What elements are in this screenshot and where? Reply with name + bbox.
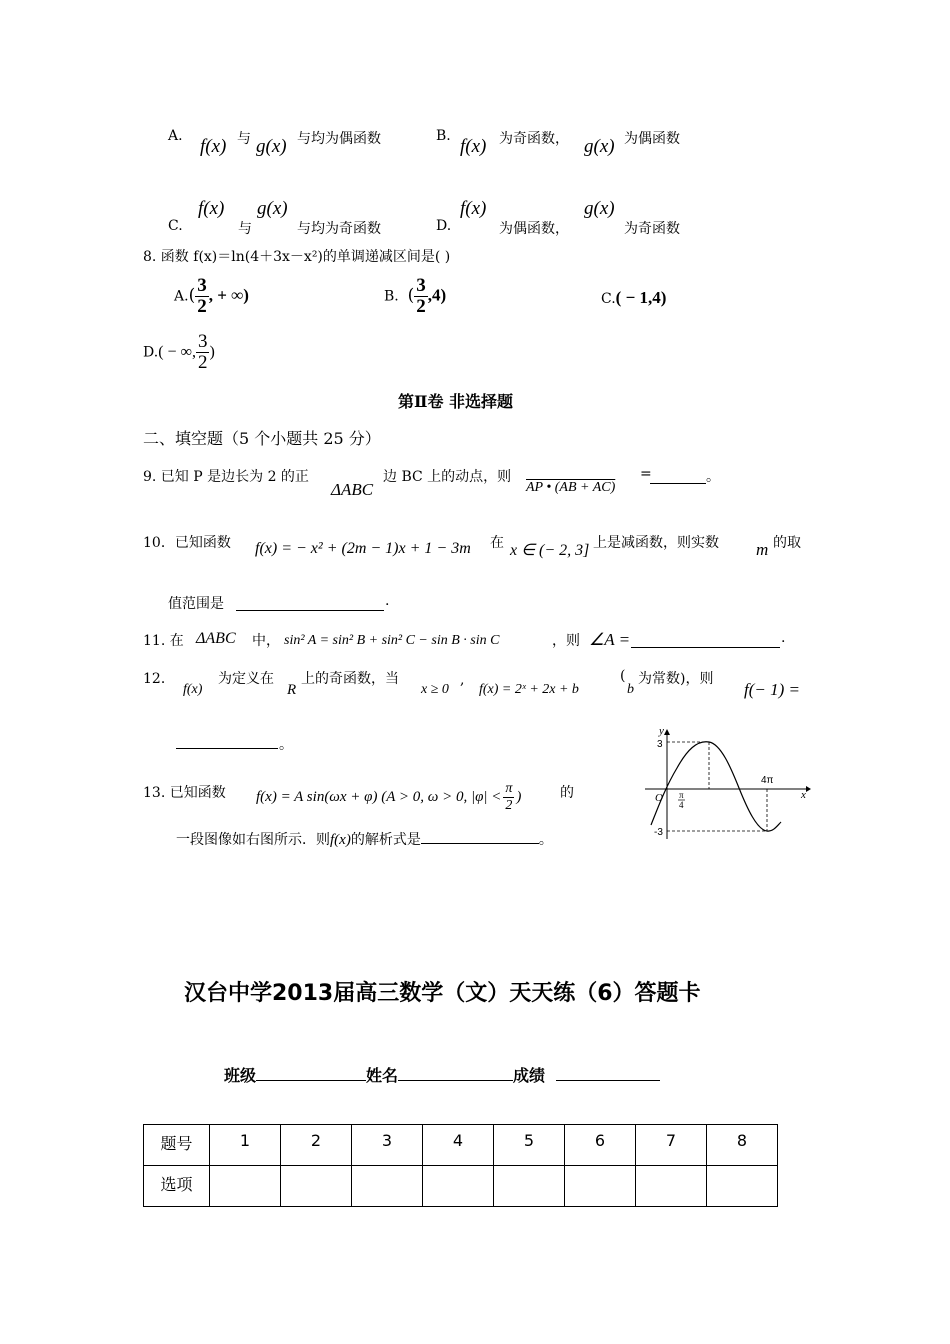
option-tail: ) — [209, 343, 215, 361]
column-number: 4 — [423, 1125, 494, 1166]
q7-b-text2: 为偶函数 — [624, 131, 680, 147]
column-number: 8 — [707, 1125, 778, 1166]
column-number: 1 — [210, 1125, 281, 1166]
q7-a-g: g(x) — [256, 136, 287, 157]
q10-text4: 的取 — [773, 535, 801, 551]
q7-d-f: f(x) — [460, 198, 487, 219]
option-label: A. — [168, 128, 183, 144]
q10-expression: f(x) = − x² + (2m − 1)x + 1 − 3m — [255, 540, 471, 557]
table-row — [144, 1166, 778, 1207]
section-subheading: 二、填空题（5 个小题共 25 分） — [143, 429, 381, 448]
x-tick-label: 4π — [761, 775, 774, 786]
q7-d-text2: 为奇函数 — [624, 221, 680, 237]
answer-cell[interactable] — [565, 1166, 636, 1207]
q9-text1: 9. 已知 P 是边长为 2 的正 — [143, 469, 309, 485]
info-line — [224, 1062, 660, 1086]
q11-angle: ∠A = — [589, 630, 631, 649]
answer-cell[interactable] — [210, 1166, 281, 1207]
option-label: C. — [601, 291, 616, 307]
q8-stem: 8. 函数 f(x)＝ln(4＋3x－x²)的单调递减区间是( ) — [143, 249, 451, 265]
q13-answer-blank[interactable] — [421, 828, 539, 844]
q8-option-d — [143, 332, 215, 373]
expression: f(x) = A sin(ωx + φ) (A > 0, ω > 0, |φ| < — [256, 788, 502, 805]
name-field[interactable] — [398, 1062, 513, 1081]
q9-triangle: ΔABC — [331, 480, 374, 499]
q7-b-g: g(x) — [584, 136, 615, 157]
q12-text3: 为常数)，则 — [638, 671, 714, 687]
q8-option-c — [601, 288, 666, 308]
q9-end: 。 — [706, 469, 720, 485]
q13-text2: 的 — [560, 785, 574, 801]
row-header: 选项 — [144, 1166, 210, 1207]
q7-b-f: f(x) — [460, 136, 487, 157]
close-paren: ) — [516, 788, 522, 805]
q12-f: f(x) — [183, 682, 203, 697]
option-tail: , + ∞) — [208, 285, 249, 305]
q7-a-text: 与均为偶函数 — [297, 131, 381, 147]
q11-text1: 11. 在 — [143, 633, 184, 649]
score-field[interactable] — [556, 1062, 660, 1081]
q12-R: R — [287, 682, 297, 698]
q12-b: b — [627, 682, 634, 697]
q12-ask: f(− 1) = — [744, 680, 800, 699]
q7-a-f: f(x) — [200, 136, 227, 157]
q11-expression: sin² A = sin² B + sin² C − sin B · sin C — [284, 633, 500, 648]
answer-cell[interactable] — [281, 1166, 352, 1207]
q7-a-and: 与 — [237, 131, 251, 147]
denominator: 2 — [197, 352, 208, 373]
q10-var: m — [756, 540, 769, 559]
q9-answer-blank[interactable] — [650, 466, 706, 484]
score-label: 成绩 — [513, 1066, 546, 1085]
denominator: 2 — [505, 798, 513, 813]
answer-cell[interactable] — [352, 1166, 423, 1207]
fraction — [503, 781, 514, 814]
option-value: ( − ∞, — [158, 343, 196, 361]
line-text: 一段图像如右图所示．则 — [176, 832, 330, 848]
q7-d-text1: 为偶函数， — [499, 221, 569, 237]
option-value: ( − 1,4) — [615, 288, 667, 307]
q13-line2 — [176, 828, 553, 849]
class-label: 班级 — [224, 1066, 257, 1085]
q7-option-c-label: C. — [168, 218, 183, 234]
line-text: 的解析式是 — [350, 832, 421, 848]
q9-equals: = — [640, 466, 652, 482]
column-number: 7 — [636, 1125, 707, 1166]
option-tail: ,4) — [427, 285, 447, 305]
q10-text1: 10．已知函数 — [143, 535, 231, 551]
origin-label: O — [655, 792, 663, 804]
q10-text3: 上是减函数，则实数 — [593, 535, 719, 551]
pi4-den: 4 — [679, 800, 684, 810]
paren: ( — [407, 285, 415, 306]
class-field[interactable] — [256, 1062, 366, 1081]
answer-cell[interactable] — [494, 1166, 565, 1207]
row-header: 题号 — [144, 1125, 210, 1166]
column-number: 2 — [281, 1125, 352, 1166]
denominator: 2 — [197, 296, 207, 317]
answer-table — [143, 1124, 778, 1207]
q8-option-a — [174, 276, 249, 317]
fx: f(x) — [330, 832, 351, 848]
fraction — [414, 276, 428, 317]
y-bottom-label: -3 — [654, 827, 663, 838]
fraction — [195, 276, 209, 317]
fraction — [196, 332, 210, 373]
option-label: D. — [143, 344, 159, 361]
numerator: 3 — [197, 275, 207, 296]
numerator: 3 — [197, 331, 208, 352]
q12-text2: 上的奇函数，当 — [301, 671, 399, 687]
column-number: 3 — [352, 1125, 423, 1166]
sine-graph — [643, 728, 813, 840]
x-label: x — [801, 789, 806, 801]
q11-text2: 中， — [252, 633, 280, 649]
q10-domain: x ∈ (− 2, 3] — [510, 542, 590, 559]
q7-option-d-label: D. — [436, 218, 452, 234]
q9-text2: 边 BC 上的动点，则 — [383, 469, 512, 485]
answer-cell[interactable] — [423, 1166, 494, 1207]
column-number: 6 — [565, 1125, 636, 1166]
q7-c-text: 与均为奇函数 — [297, 221, 381, 237]
q10-line2: 值范围是 — [168, 596, 224, 612]
name-label: 姓名 — [366, 1066, 399, 1085]
answer-cell[interactable] — [707, 1166, 778, 1207]
q12-end: 。 — [279, 737, 293, 753]
q7-option-b-label: B. — [436, 128, 451, 144]
q12-answer-blank[interactable] — [176, 731, 278, 749]
paren: ( — [188, 285, 196, 306]
q11-answer-blank[interactable] — [631, 630, 780, 648]
q9-expression: AP • (AB + AC) — [526, 480, 616, 495]
y-axis-arrow — [664, 729, 670, 735]
q10-answer-blank[interactable] — [236, 593, 384, 611]
q12-comma: , — [460, 672, 465, 688]
q7-c-and: 与 — [238, 221, 252, 237]
q13-expression — [256, 781, 521, 814]
q12-number: 12． — [143, 671, 175, 687]
pi4-num: π — [679, 790, 684, 800]
x-axis-arrow — [806, 786, 811, 792]
table-row — [144, 1125, 778, 1166]
q12-expression: f(x) = 2ˣ + 2x + b — [479, 682, 579, 697]
q12-condition: x ≥ 0 — [421, 682, 449, 697]
q10-end: . — [385, 593, 390, 609]
q12-text1: 为定义在 — [218, 671, 274, 687]
numerator: 3 — [416, 275, 426, 296]
q7-d-g: g(x) — [584, 198, 615, 219]
q12-paren: ( — [620, 668, 626, 684]
answer-cell[interactable] — [636, 1166, 707, 1207]
y-label: y — [659, 728, 664, 737]
denominator: 2 — [416, 296, 426, 317]
option-label: B. — [384, 288, 399, 305]
q7-c-g: g(x) — [257, 198, 288, 219]
section-heading: 第Ⅱ卷 非选择题 — [398, 392, 514, 411]
y-top-label: 3 — [657, 739, 663, 750]
q10-text2: 在 — [490, 535, 504, 551]
q13-text1: 13. 已知函数 — [143, 785, 226, 801]
q8-option-b — [384, 276, 446, 317]
q7-b-text1: 为奇函数， — [499, 131, 569, 147]
option-label: A. — [174, 288, 189, 305]
q11-end: . — [781, 630, 786, 646]
end-mark: 。 — [538, 832, 553, 848]
q7-option-a — [168, 128, 183, 144]
answer-card-title: 汉台中学2013届高三数学（文）天天练（6）答题卡 — [184, 981, 701, 1006]
q11-triangle: ΔABC — [196, 630, 236, 647]
q11-text3: ，则 — [552, 633, 580, 649]
numerator: π — [505, 781, 513, 796]
q7-c-f: f(x) — [198, 198, 225, 219]
sine-curve — [651, 742, 781, 831]
column-number: 5 — [494, 1125, 565, 1166]
